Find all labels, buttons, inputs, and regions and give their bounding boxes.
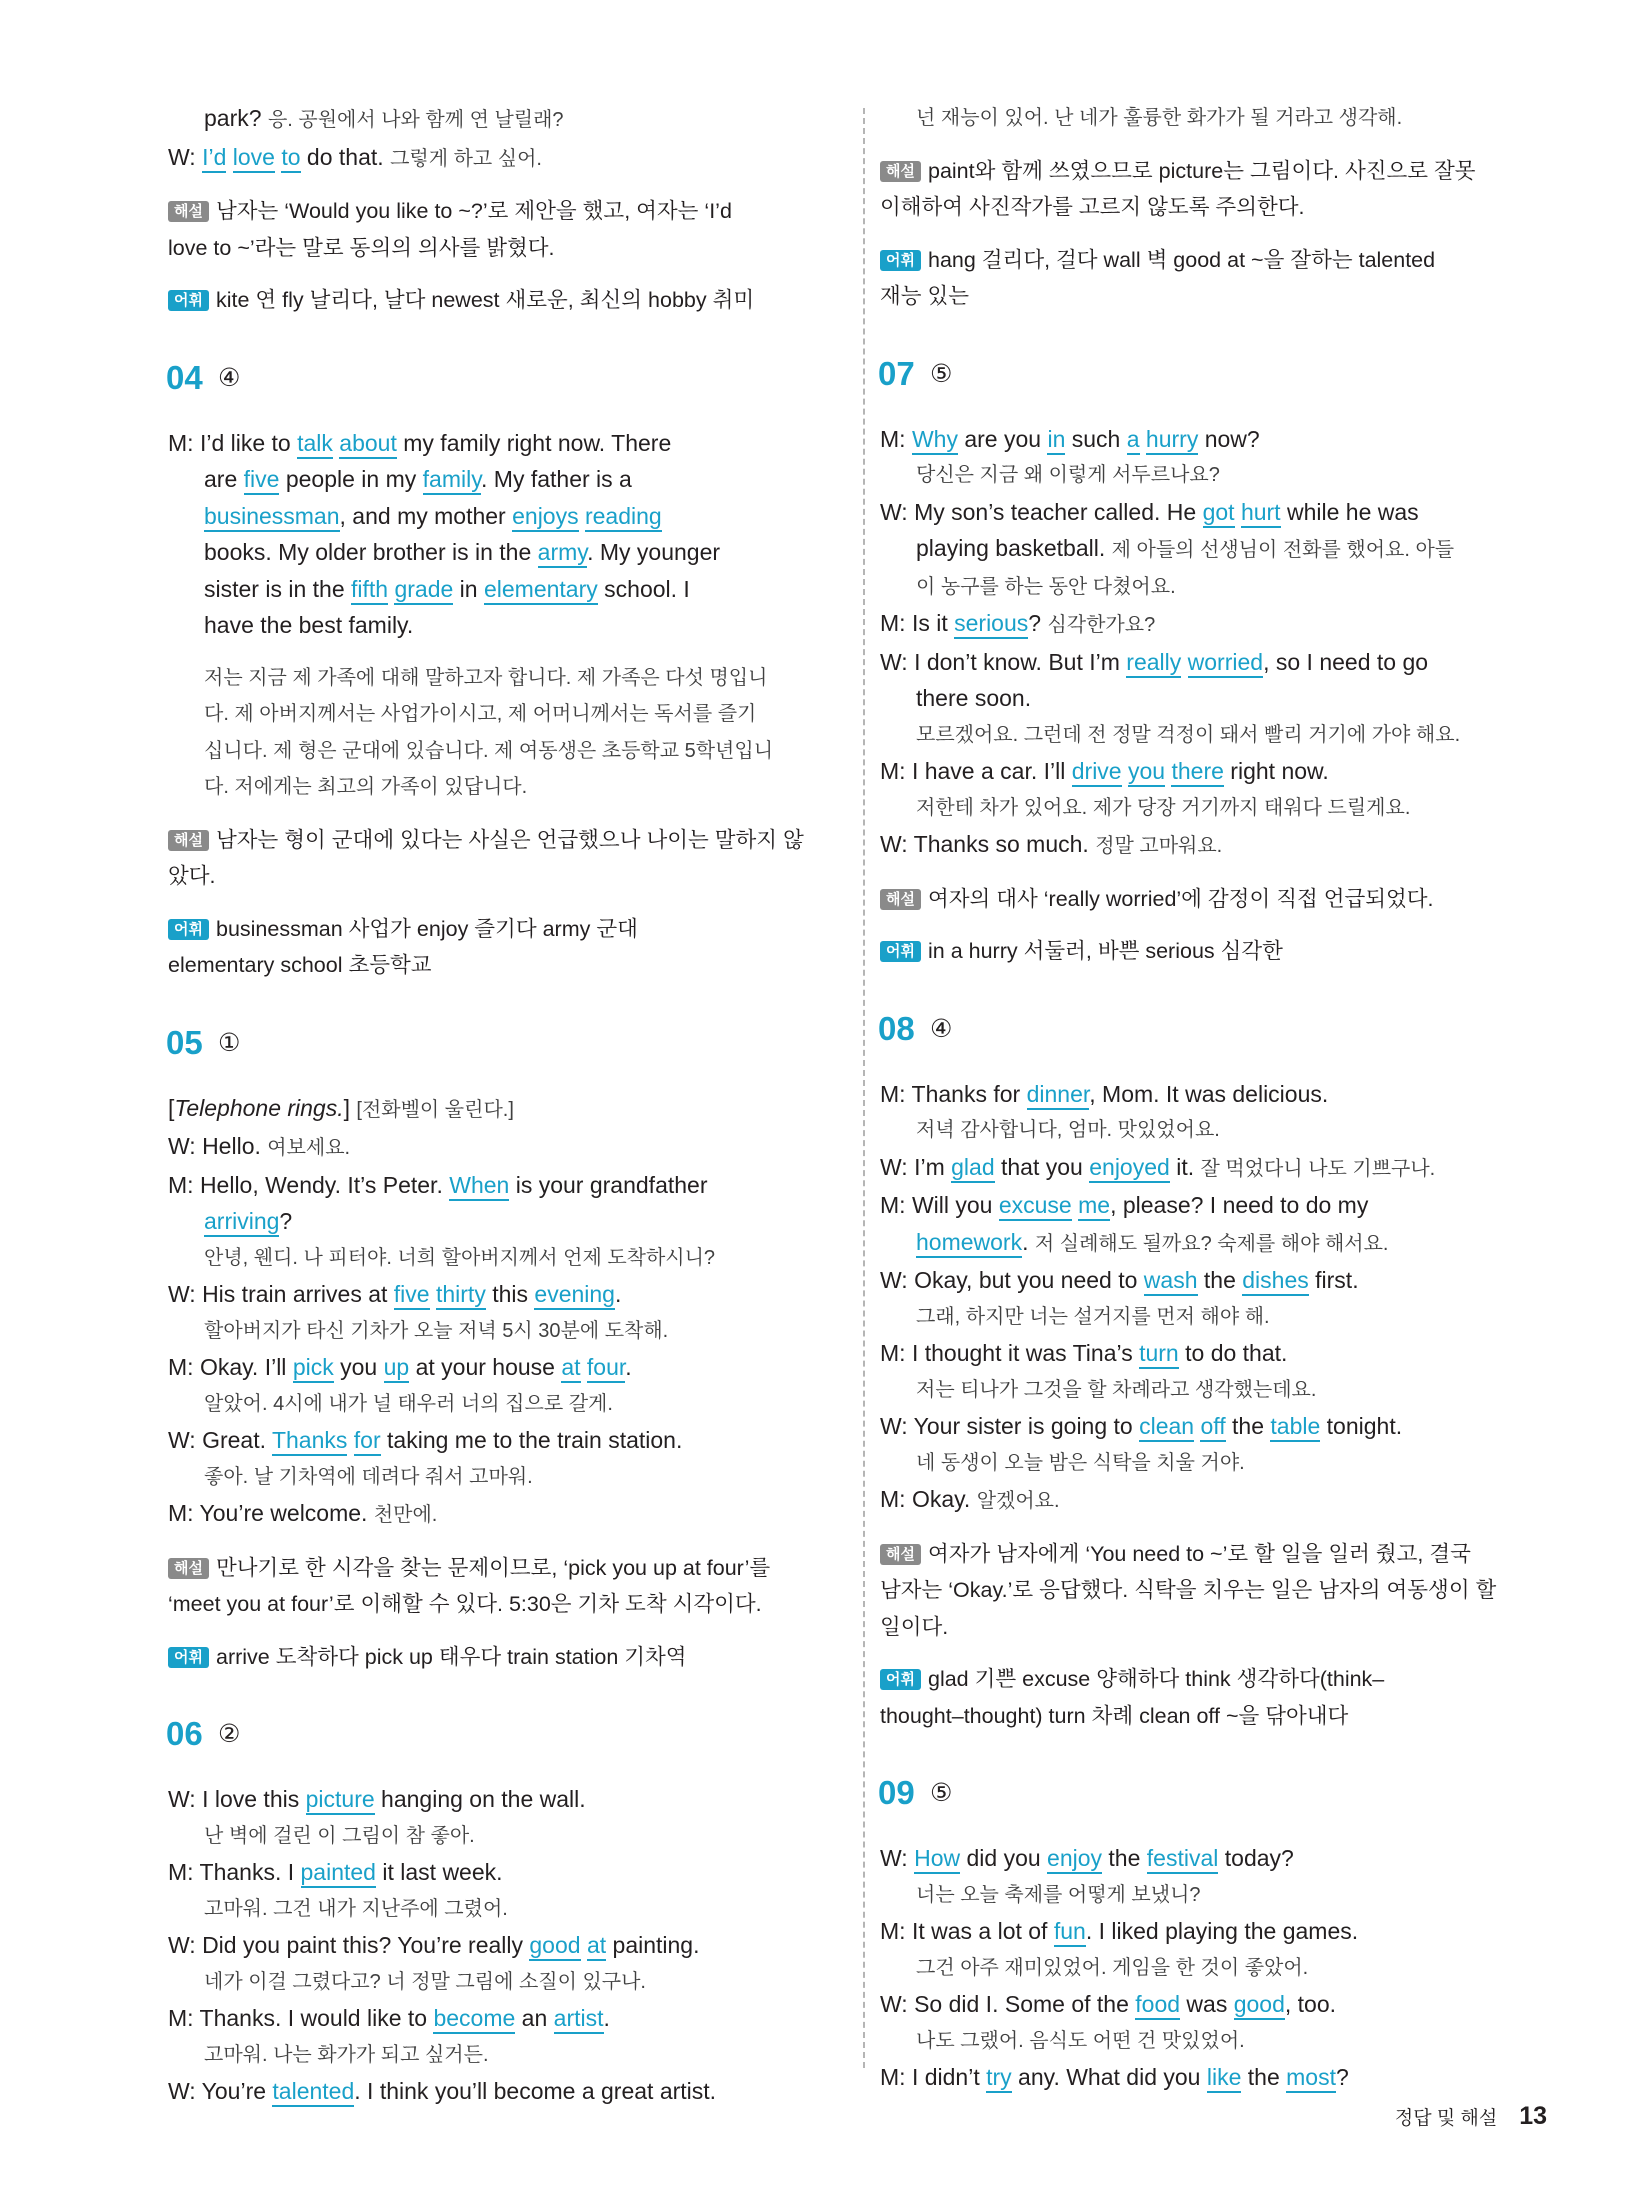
- explanation: 해설 남자는 형이 군대에 있다는 사실은 언급했으나 나이는 말하지 않: [168, 822, 840, 859]
- question-header: 05 ①: [166, 1023, 241, 1061]
- dialogue-line: W: How did you enjoy the festival today?: [880, 1840, 1560, 1877]
- left-column: park? 응. 공원에서 나와 함께 연 날릴래? W: I’d love to do that. 그렇게 하고 싶어. 해설 남자는 ‘Would you like to ~?’로 제안을 했고, 여자는 ‘I’d love to ~’라는 말로 동의의 의사를 밝혔다. 어휘 kite 연 fly 날리다, 날다 newest 새로운, 최신의 hobby 취미 04 ④ M: I’d like to talk about my family right now. There are five people in my family. My father is a businessman, and my mother enjoys reading books. My older brother is in the army. My younger sister is in the fifth grade in elementary school. I have the best family. 저는 지금 제 가족에 대해 말하고자 합니다. 제 가족은 다섯 명입니 다. 제 아버지께서는 사업가이시고, 제 어머니께서는 독서를 즐기 십니다. 제 형은 군대에 있습니다. 제 여동생은 초등학교 5학년입니 다. 저에게는 최고의 가족이 있답니다. 해설 남자는 형이 군대에 있다는 사실은 언급했으나 나이는 말하지 않 았다. 어휘 businessman 사업가 enjoy 즐기다 army 군대 elementary school 초등학교 05 ① [Telephone rings.] [전화벨이 울린다.] W: Hello. 여보세요. M: Hello, Wendy. It’s Peter. When is your grandfather arriving? 안녕, 웬디. 나 피터야. 너희 할아버지께서 언제 도착하시니? W: His train arrives at five thirty this evening. 할아버지가 타신 기차가 오늘 저녁 5시 30분에 도착해. M: Okay. I’ll pick you up at your house at four. 알았어. 4시에 내가 널 태우러 너의 집으로 갈게. W: Great. Thanks for taking me to the train station. 좋아. 날 기차역에 데려다 줘서 고마워. M: You’re welcome. 천만에. 해설 만나기로 한 시각을 찾는 문제이므로, ‘pick you up at four’를 ‘meet you at four’로 이해할 수 있다. 5:30은 기차 도착 시각이다. 어휘 arrive 도착하다 pick up 태우다 train station 기차역 06 ② W: I love this picture hanging on the wall. 난 벽에 걸린 이 그림이 참 좋아. M: Thanks. I painted it last week. 고마워. 그건 내가 지난주에 그렸어. W: Did you paint this? You’re really good at painting. 네가 이걸 그렸다고? 너 정말 그림에 소질이 있구나. M: Thanks. I would like to become an artist. 고마워. 나는 화가가 되고 싶거든. W: You’re talented. I think you’ll become a great artist.: [168, 100, 840, 2110]
- explanation: 해설 여자의 대사 ‘really worried’에 감정이 직접 언급되었다.: [880, 881, 1560, 918]
- explanation: 해설 만나기로 한 시각을 찾는 문제이므로, ‘pick you up at four’를: [168, 1550, 840, 1587]
- right-column: 넌 재능이 있어. 난 네가 훌륭한 화가가 될 거라고 생각해. 해설 paint와 함께 쓰였으므로 picture는 그림이다. 사진으로 잘못 이해하여 사진작가를 고르지 않도록 주의한다. 어휘 hang 걸리다, 걸다 wall 벽 good at ~을 잘하는 talented 재능 있는 07 ⑤ M: Why are you in such a hurry now? 당신은 지금 왜 이렇게 서두르나요? W: My son’s teacher called. He got hurt while he was playing basketball. 제 아들의 선생님이 전화를 했어요. 아들 이 농구를 하는 동안 다쳤어요. M: Is it serious? 심각한가요? W: I don’t know. But I’m really worried, so I need to go there soon. 모르겠어요. 그런데 전 정말 걱정이 돼서 빨리 거기에 가야 해요. M: I have a car. I’ll drive you there right now. 저한테 차가 있어요. 제가 당장 거기까지 태워다 드릴게요. W: Thanks so much. 정말 고마워요. 해설 여자의 대사 ‘really worried’에 감정이 직접 언급되었다. 어휘 in a hurry 서둘러, 바쁜 serious 심각한 08 ④ M: Thanks for dinner, Mom. It was delicious. 저녁 감사합니다, 엄마. 맛있었어요. W: I’m glad that you enjoyed it. 잘 먹었다니 나도 기쁘구나. M: Will you excuse me, please? I need to do my homework. 저 실례해도 될까요? 숙제를 해야 해서요. W: Okay, but you need to wash the dishes first. 그래, 하지만 너는 설거지를 먼저 해야 해. M: I thought it was Tina’s turn to do that. 저는 티나가 그것을 할 차례라고 생각했는데요. W: Your sister is going to clean off the table tonight. 네 동생이 오늘 밤은 식탁을 치울 거야. M: Okay. 알겠어요. 해설 여자가 남자에게 ‘You need to ~’로 할 일을 일러 줬고, 결국 남자는 ‘Okay.’로 응답했다. 식탁을 치우는 일은 남자의 여동생이 할 일이다. 어휘 glad 기쁜 excuse 양해하다 think 생각하다(think– thought–thought) turn 차례 clean off ~을 닦아내다 09 ⑤ W: How did you enjoy the festival today? 너는 오늘 축제를 어떻게 보냈니? M: It was a lot of fun. I liked playing the games. 그건 아주 재미있었어. 게임을 한 것이 좋았어. W: So did I. Some of the food was good, too. 나도 그랬어. 음식도 어떤 건 맛있었어. M: I didn’t try any. What did you like the most?: [880, 100, 1560, 2096]
- page-footer: [1395, 2102, 1547, 2131]
- vocabulary: 어휘 businessman 사업가 enjoy 즐기다 army 군대: [168, 911, 840, 948]
- explanation: 해설 남자는 ‘Would you like to ~?’로 제안을 했고, 여자는 ‘I’d: [168, 193, 840, 230]
- dialogue-line: M: I’d like to talk about my family right now. There: [168, 425, 840, 462]
- vocabulary: 어휘 hang 걸리다, 걸다 wall 벽 good at ~을 잘하는 talented: [880, 242, 1560, 279]
- question-header: 07 ⑤: [878, 354, 953, 392]
- explanation: 해설 여자가 남자에게 ‘You need to ~’로 할 일을 일러 줬고, 결국: [880, 1536, 1560, 1573]
- dialogue-line: W: I love this picture hanging on the wall.: [168, 1781, 840, 1818]
- page-number: 13: [1519, 2102, 1547, 2130]
- translation: 저는 지금 제 가족에 대해 말하고자 합니다. 제 가족은 다섯 명입니: [204, 666, 768, 689]
- vocabulary: 어휘 kite 연 fly 날리다, 날다 newest 새로운, 최신의 hobby 취미: [168, 282, 840, 319]
- explanation-tag: 해설: [168, 201, 209, 222]
- dialogue-line: park? 응. 공원에서 나와 함께 연 날릴래?: [204, 105, 564, 131]
- question-header: [168, 347, 840, 409]
- dialogue-line: M: Why are you in such a hurry now?: [880, 421, 1560, 458]
- explanation: 해설 paint와 함께 쓰였으므로 picture는 그림이다. 사진으로 잘못: [880, 153, 1560, 190]
- question-header: 06 ②: [166, 1715, 241, 1752]
- question-header: 09 ⑤: [878, 1774, 953, 1811]
- question-number: 04: [166, 358, 203, 396]
- vocabulary: 어휘 glad 기쁜 excuse 양해하다 think 생각하다(think–: [880, 1661, 1560, 1698]
- footer-label: 정답 및 해설: [1394, 2108, 1498, 2129]
- dialogue-line: M: Thanks for dinner, Mom. It was delicious.: [880, 1076, 1560, 1113]
- vocab-tag: 어휘: [168, 290, 209, 311]
- dialogue-line: [Telephone rings.] [전화벨이 울린다.]: [168, 1094, 514, 1121]
- answer-mark: ④: [218, 363, 241, 392]
- column-divider: [863, 108, 865, 2068]
- vocabulary: 어휘 in a hurry 서둘러, 바쁜 serious 심각한: [880, 933, 1560, 970]
- dialogue-line: W: I’d love to do that. 그렇게 하고 싶어.: [168, 139, 840, 178]
- vocabulary: 어휘 arrive 도착하다 pick up 태우다 train station 기차역: [168, 1639, 840, 1676]
- question-header: 08 ④: [878, 1009, 953, 1047]
